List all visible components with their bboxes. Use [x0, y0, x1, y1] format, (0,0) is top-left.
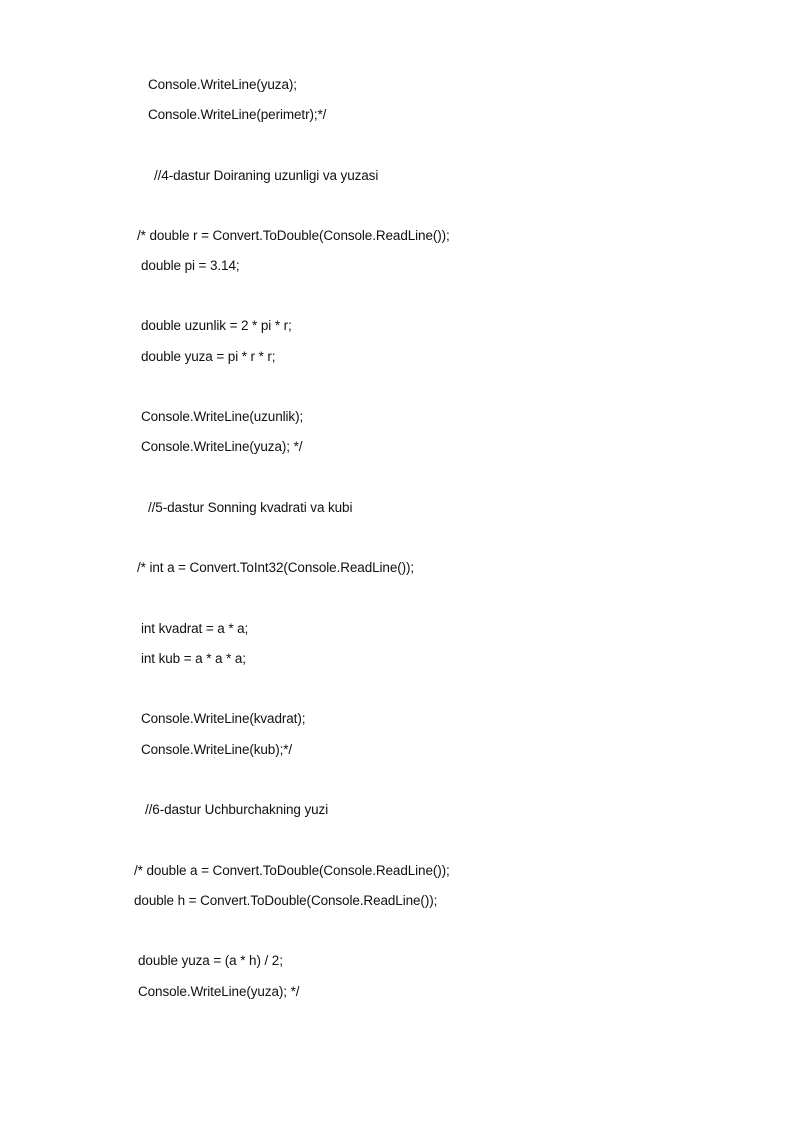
comment-heading: //6-dastur Uchburchakning yuzi: [145, 802, 329, 817]
code-line: Console.WriteLine(perimetr);*/: [148, 107, 327, 122]
code-line: /* double a = Convert.ToDouble(Console.ReadLine());: [134, 863, 450, 878]
code-line: int kvadrat = a * a;: [141, 621, 249, 636]
comment-heading: //5-dastur Sonning kvadrati va kubi: [148, 500, 353, 515]
code-line: /* double r = Convert.ToDouble(Console.ReadLine());: [137, 228, 450, 243]
code-line: Console.WriteLine(yuza); */: [141, 439, 303, 454]
code-line: int kub = a * a * a;: [141, 651, 246, 666]
code-line: Console.WriteLine(kvadrat);: [141, 711, 306, 726]
code-line: Console.WriteLine(yuza); */: [138, 984, 300, 999]
code-line: Console.WriteLine(yuza);: [148, 77, 297, 92]
comment-heading: //4-dastur Doiraning uzunligi va yuzasi: [154, 168, 379, 183]
code-line: double yuza = pi * r * r;: [141, 349, 276, 364]
code-line: Console.WriteLine(kub);*/: [141, 742, 293, 757]
code-line: /* int a = Convert.ToInt32(Console.ReadLine());: [137, 560, 415, 575]
code-line: double pi = 3.14;: [141, 258, 240, 273]
code-line: double yuza = (a * h) / 2;: [138, 953, 283, 968]
code-line: double h = Convert.ToDouble(Console.ReadLine());: [134, 893, 438, 908]
code-line: Console.WriteLine(uzunlik);: [141, 409, 304, 424]
code-line: double uzunlik = 2 * pi * r;: [141, 318, 292, 333]
